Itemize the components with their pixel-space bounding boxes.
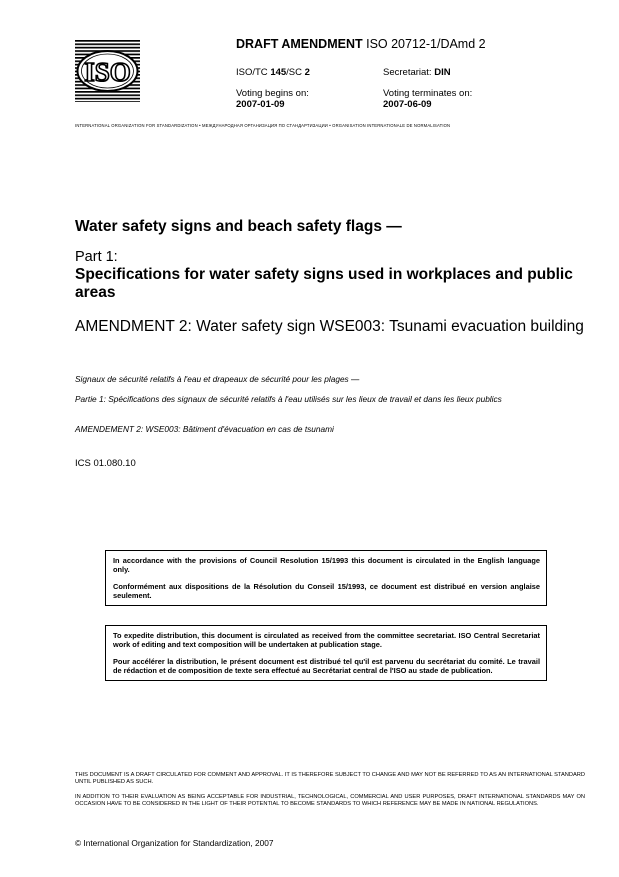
french-amendment-title: AMENDEMENT 2: WSE003: Bâtiment d'évacuation en cas de tsunami: [75, 424, 334, 434]
voting-terminates-date: 2007-06-09: [383, 99, 432, 110]
iso-logo: [75, 40, 140, 102]
voting-begins: [236, 88, 309, 110]
language-notice-box: [105, 550, 547, 606]
draft-disclaimer: THIS DOCUMENT IS A DRAFT CIRCULATED FOR COMMENT AND APPROVAL. IT IS THEREFORE SUBJECT TO CHANGE AND MAY NOT BE REFERRED TO AS AN INTERNATIONAL STANDARD UNTIL PUBLISHED AS SUCH.: [75, 772, 585, 785]
regulation-disclaimer: IN ADDITION TO THEIR EVALUATION AS BEING ACCEPTABLE FOR INDUSTRIAL, TECHNOLOGICAL, COMMERCIAL AND USER PURPOSES, DRAFT INTERNATIONAL STANDARDS MAY ON OCCASION HAVE TO BE CONSIDERED IN THE LIGHT OF THEIR POTENTIAL TO BECOME STANDARDS TO WHICH REFERENCE MAY BE MADE IN NATIONAL REGULATIONS.: [75, 794, 585, 807]
doc-reference: ISO 20712-1/DAmd 2: [366, 37, 486, 51]
secretariat-value: DIN: [434, 67, 451, 78]
voting-terminates: [383, 88, 472, 110]
committee-tc: 145: [270, 67, 287, 78]
logo-text: ISO: [84, 57, 131, 87]
main-title: Water safety signs and beach safety flags —: [75, 218, 402, 235]
secretariat: Secretariat: DIN: [383, 67, 451, 78]
language-notice-fr: Conformément aux dispositions de la Résolution du Conseil 15/1993, ce document est distribué en version anglaise seulement.: [113, 582, 540, 600]
distribution-notice-en: To expedite distribution, this document is circulated as received from the committee secretariat. ISO Central Secretariat work of editing and text composition will be undertaken at publication stage.: [113, 631, 540, 649]
committee: ISO/TC 145/SC 2: [236, 67, 310, 78]
voting-terminates-label: Voting terminates on:: [383, 88, 473, 99]
voting-begins-date: 2007-01-09: [236, 99, 285, 110]
document-heading: [236, 37, 486, 51]
french-main-title: Signaux de sécurité relatifs à l'eau et drapeaux de sécurité pour les plages —: [75, 374, 360, 384]
ics-code: ICS 01.080.10: [75, 458, 136, 469]
part-number: Part 1:: [75, 249, 118, 265]
amendment-title: AMENDMENT 2: Water safety sign WSE003: Tsunami evacuation building: [75, 318, 584, 335]
language-notice-en: In accordance with the provisions of Council Resolution 15/1993 this document is circulated in the English language only.: [113, 556, 540, 574]
part-title: Specifications for water safety signs used in workplaces and public areas: [75, 266, 573, 301]
distribution-notice-fr: Pour accélérer la distribution, le présent document est distribué tel qu'il est parvenu du secrétariat du comité. Le travail de rédaction et de composition de texte sera effectué au Secrétariat central de l'ISO au stade de publication.: [113, 657, 540, 675]
doc-type: DRAFT AMENDMENT: [236, 37, 363, 51]
french-part-title: Partie 1: Spécifications des signaux de sécurité relatifs à l'eau utilisés sur les lieux de travail et dans les lieux publics: [75, 394, 502, 404]
copyright: © International Organization for Standardization, 2007: [75, 838, 274, 848]
organization-line: INTERNATIONAL ORGANIZATION FOR STANDARDIZATION • МЕЖДУНАРОДНАЯ ОРГАНИЗАЦИЯ ПО СТАНДАРТИЗАЦИИ • ORGANISATION INTERNATIONALE DE NORMALISATION: [75, 123, 451, 128]
voting-begins-label: Voting begins on:: [236, 88, 309, 99]
distribution-notice-box: [105, 625, 547, 681]
committee-sc: 2: [304, 67, 310, 78]
